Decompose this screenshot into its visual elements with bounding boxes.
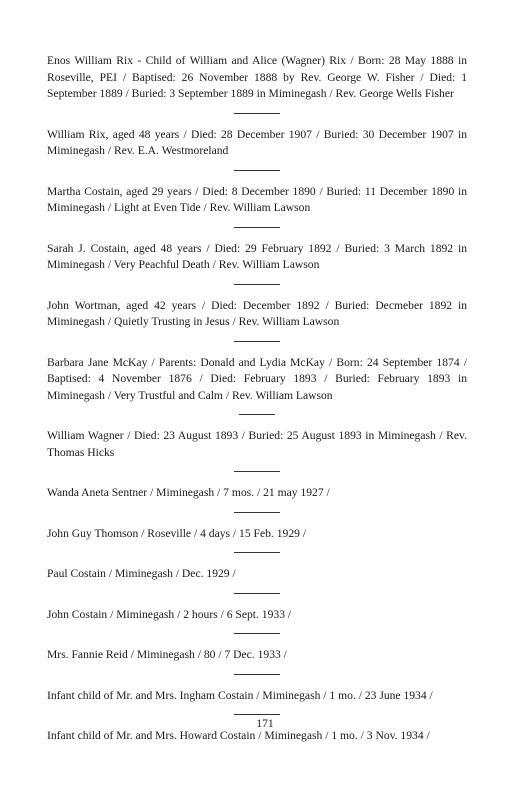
record-entry: John Costain / Miminegash / 2 hours / 6 Sept. 1933 / <box>47 607 292 621</box>
record-entry: John Wortman, aged 42 years / Died: December 1892 / Buried: Decmeber 1892 in Miminegash / Quietly Trusting in Jesus / Rev. William Lawson <box>47 298 467 328</box>
separator-rule <box>234 170 280 171</box>
record-entry: Infant child of Mr. and Mrs. Howard Costain / Miminegash / 1 mo. / 3 Nov. 1934 / <box>47 729 430 742</box>
separator-rule <box>234 593 280 594</box>
record-entry: Sarah J. Costain, aged 48 years / Died: 29 February 1892 / Buried: 3 March 1892 in Miminegash / Very Peachful Death / Rev. William Lawson <box>47 241 467 271</box>
separator-rule <box>234 341 280 342</box>
record-entry: Martha Costain, aged 29 years / Died: 8 December 1890 / Buried: 11 December 1890 in Miminegash / Light at Even Tide / Rev. William Lawson <box>47 184 467 214</box>
separator-rule <box>234 633 280 634</box>
separator-rule <box>234 512 280 513</box>
separator-rule <box>239 414 275 415</box>
burial-records <box>47 53 467 745</box>
separator-rule <box>234 113 280 114</box>
separator-rule <box>234 227 280 228</box>
separator-rule <box>234 552 280 553</box>
record-entry: Paul Costain / Miminegash / Dec. 1929 / <box>47 567 236 580</box>
record-entry: Infant child of Mr. and Mrs. Ingham Costain / Miminegash / 1 mo. / 23 June 1934 / <box>47 688 433 702</box>
page-number: 171 <box>256 717 274 730</box>
separator-rule <box>234 714 280 715</box>
record-entry: William Rix, aged 48 years / Died: 28 December 1907 / Buried: 30 December 1907 in Miminegash / Rev. E.A. Westmoreland <box>47 127 467 157</box>
separator-rule <box>234 284 280 285</box>
record-entry: Mrs. Fannie Reid / Miminegash / 80 / 7 Dec. 1933 / <box>47 648 287 661</box>
record-entry: Wanda Aneta Sentner / Miminegash / 7 mos. / 21 may 1927 / <box>47 486 330 499</box>
separator-rule <box>234 471 280 472</box>
record-entry: John Guy Thomson / Roseville / 4 days / 15 Feb. 1929 / <box>47 526 307 540</box>
record-entry: Barbara Jane McKay / Parents: Donald and Lydia McKay / Born: 24 September 1874 / Baptised: 4 November 1876 / Died: February 1893 / Buried: February 1893 in Miminegash / Very Trustful and Calm / Rev. William Lawson <box>47 355 467 402</box>
record-entry: William Wagner / Died: 23 August 1893 / Buried: 25 August 1893 in Miminegash / Rev. Thomas Hicks <box>47 429 467 459</box>
separator-rule <box>234 674 280 675</box>
record-entry: Enos William Rix - Child of William and Alice (Wagner) Rix / Born: 28 May 1888 in Roseville, PEI / Baptised: 26 November 1888 by Rev. George W. Fisher / Died: 1 September 1889 / Buried: 3 September 1889 in Miminegash / Rev. George Wells Fisher <box>47 54 467 100</box>
